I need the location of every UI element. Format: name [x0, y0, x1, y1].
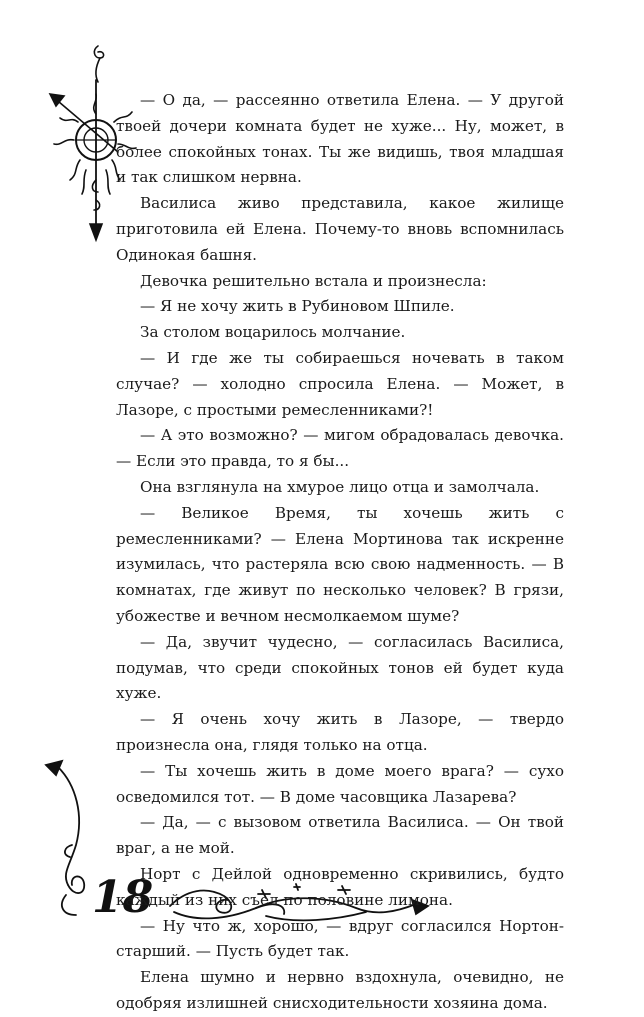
paragraph: — Ну что ж, хорошо, — вдруг согласился Нортон-старший. — Пусть будет так.: [116, 916, 564, 961]
paragraph: Она взглянула на хмурое лицо отца и замолчала.: [140, 477, 540, 496]
paragraph: За столом воцарилось молчание.: [140, 323, 406, 342]
paragraph: — О да, — рассеянно ответила Елена. — У другой твоей дочери комната будет не хуже... Ну, может, в более спокойных тонах. Ты же видишь, твоя младшая и так слишком нервна.: [116, 91, 564, 187]
paragraph: — Ты хочешь жить в доме моего врага? — сухо осведомился тот. — В доме часовщика Лазарева?: [116, 761, 564, 806]
paragraph: — А это возможно? — мигом обрадовалась девочка. — Если это правда, то я бы...: [116, 426, 564, 471]
paragraph: Норт с Дейлой одновременно скривились, будто каждый из них съел по половине лимона.: [116, 864, 564, 909]
paragraph: — Да, — с вызовом ответила Василиса. — Он твой враг, а не мой.: [116, 813, 564, 858]
compass-sun-arrow-icon: [40, 40, 120, 250]
paragraph: — Великое Время, ты хочешь жить с ремесленниками? — Елена Мортинова так искренне изумилась, что растеряла всю свою надменность. — В комнатах, где живут по несколько человек? В грязи, убожестве и вечном несмолкаемом шуме?: [116, 503, 564, 625]
page-number: 18: [92, 872, 154, 923]
paragraph: Василиса живо представила, какое жилище приготовила ей Елена. Почему-то вновь вспомнилась Одинокая башня.: [116, 194, 564, 264]
paragraph: — Я очень хочу жить в Лазоре, — твердо произнесла она, глядя только на отца.: [116, 710, 564, 754]
paragraph: — Да, звучит чудесно, — согласилась Василиса, подумав, что среди спокойных тонов ей будет куда хуже.: [116, 632, 564, 703]
paragraph: Девочка решительно встала и произнесла:: [140, 271, 487, 290]
main-text: [116, 88, 564, 1017]
paragraph: — Я не хочу жить в Рубиновом Шпиле.: [140, 297, 455, 316]
paragraph: Елена шумно и нервно вздохнула, очевидно, не одобряя излишней снисходительности хозяина дома.: [116, 968, 564, 1012]
paragraph: — И где же ты собираешься ночевать в таком случае? — холодно спросила Елена. — Может, в Лазоре, с простыми ремесленниками?!: [116, 348, 564, 419]
